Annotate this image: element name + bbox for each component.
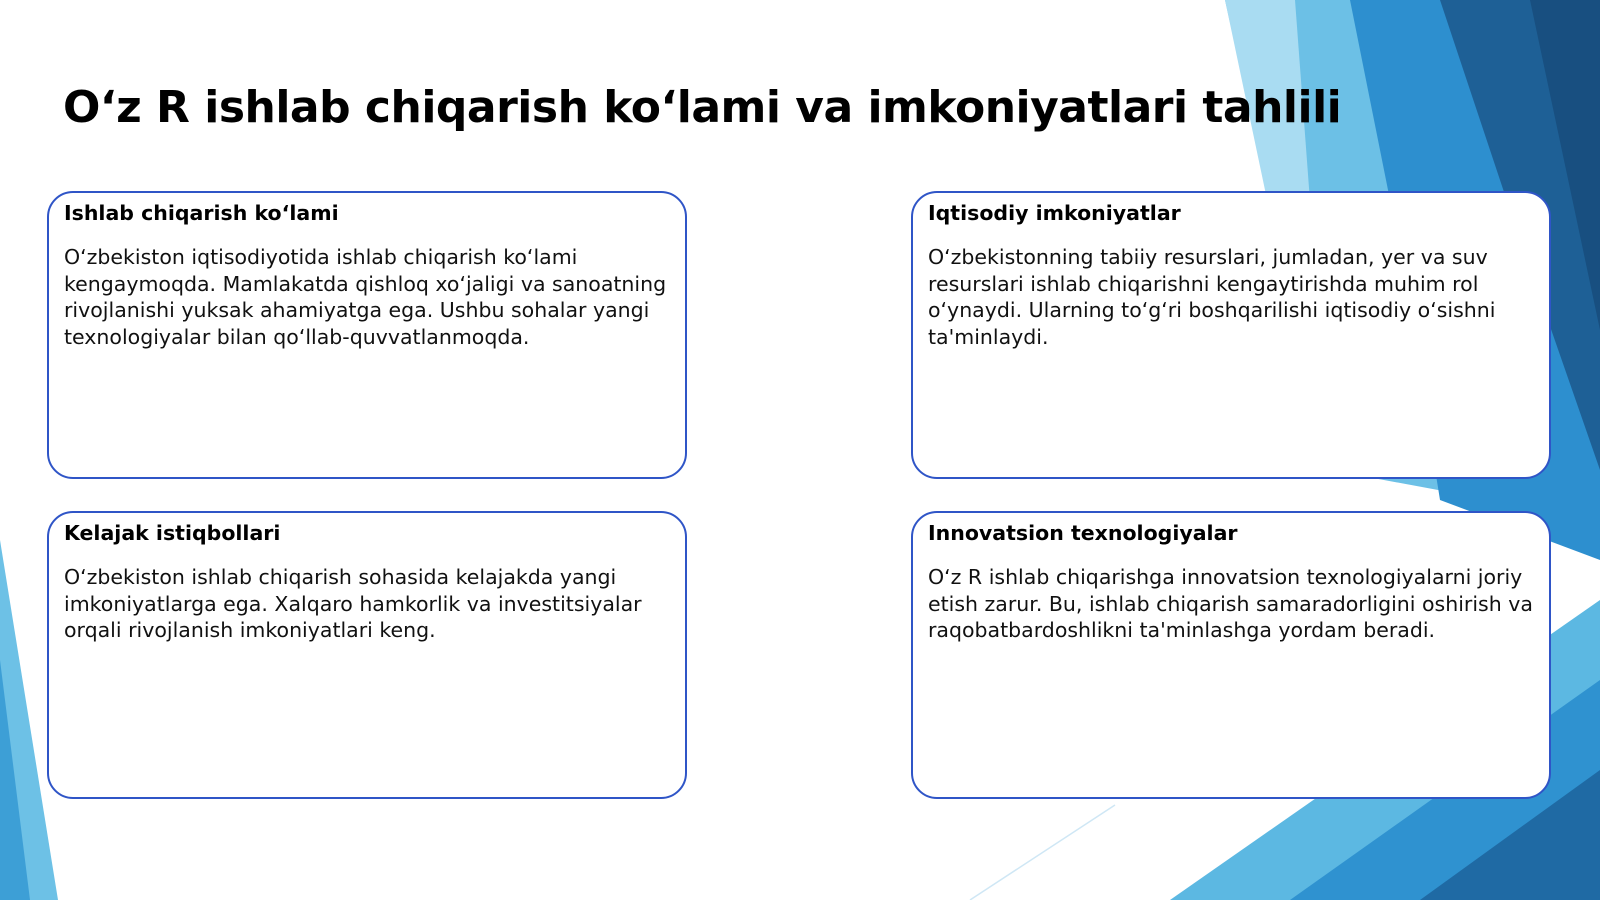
card-title: Innovatsion texnologiyalar (928, 521, 1238, 545)
card-production-scale (47, 191, 687, 479)
card-text: O‘zbekiston iqtisodiyotida ishlab chiqarish ko‘lami kengaymoqda. Mamlakatda qishloq xo‘jaligi va sanoatning rivojlanishi yuksak ahamiyatga ega. Ushbu sohalar yangi texnologiyalar bilan qo‘llab-quvvatlanmoqda. (64, 245, 667, 349)
card-text: O‘z R ishlab chiqarishga innovatsion texnologiyalarni joriy etish zarur. Bu, ishlab chiqarish samaradorligini oshirish va raqobatbardoshlikni ta'minlashga yordam beradi. (928, 565, 1533, 642)
bg-thin-line (970, 805, 1115, 900)
card-innovative-technologies (911, 511, 1551, 799)
card-title: Iqtisodiy imkoniyatlar (928, 201, 1181, 225)
card-future-prospects (47, 511, 687, 799)
card-text: O‘zbekiston ishlab chiqarish sohasida kelajakda yangi imkoniyatlarga ega. Xalqaro hamkorlik va investitsiyalar orqali rivojlanish imkoniyatlari keng. (64, 565, 642, 642)
card-title: Kelajak istiqbollari (64, 521, 281, 545)
card-title: Ishlab chiqarish ko‘lami (64, 201, 339, 225)
card-economic-opportunities (911, 191, 1551, 479)
slide-title: O‘z R ishlab chiqarish ko‘lami va imkoniyatlari tahlili (63, 82, 1342, 133)
card-text: O‘zbekistonning tabiiy resurslari, jumladan, yer va suv resurslari ishlab chiqarishni kengaytirishda muhim rol o‘ynaydi. Ularning to‘g‘ri boshqarilishi iqtisodiy o‘sishni ta'minlaydi. (928, 245, 1496, 349)
